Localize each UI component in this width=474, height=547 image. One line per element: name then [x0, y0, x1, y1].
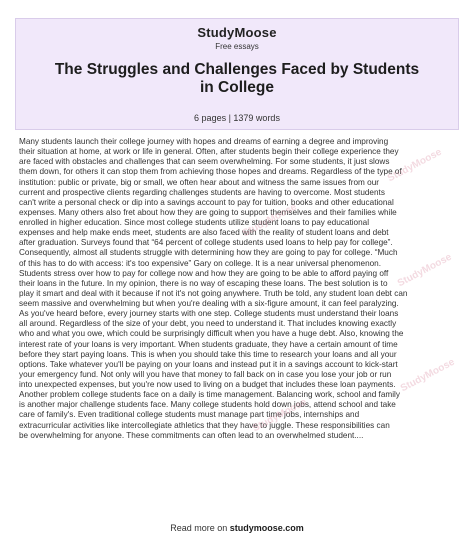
body-line: care of family's. Even traditional college students must manage part time jobs, internships and — [19, 410, 360, 420]
watermark-logo: StudyMoose — [395, 251, 454, 290]
essay-meta: 6 pages | 1379 words — [194, 113, 280, 123]
body-line: Consequently, almost all students struggle with determining how they are going to pay for college. “Much — [19, 248, 398, 258]
site-tagline: Free essays — [215, 42, 259, 51]
body-line: current and prospective clients regarding challenges students are having to overcome. Most students — [19, 187, 385, 197]
body-line: all around. Regardless of the size of your debt, you need to understand it. That includes knowing exactly — [19, 319, 397, 329]
body-line: is another major challenge students face. Many college students hold down jobs, attend school and take — [19, 400, 396, 410]
body-line: of this has to do with access: it's too expensive” Gary on college. It is a near universal phenomenon. — [19, 258, 382, 268]
body-line: their loans in the future. In my opinion, there is no way of escaping these loans. The best solution is to — [19, 278, 388, 288]
body-line: before they start paying loans. This is when you should take this time to research your loans and all your — [19, 349, 397, 359]
body-line: expenses and help make ends meet, students are also faced with the reality of student loans and debt — [19, 228, 389, 238]
body-line: enrolled in higher education. Since most college students utilize student loans to pay educational — [19, 218, 370, 227]
body-line: your emergency fund. Not only will you have that money to fall back on in case you lose your job or run — [19, 369, 392, 379]
body-line: As you've heard before, every journey starts with one step. College students must understand their loans — [19, 309, 399, 319]
read-more-link[interactable]: studymoose.com — [229, 523, 304, 533]
read-more-label: Read more on — [170, 523, 228, 533]
body-line: into unexpected expenses, but you're now used to living on a budget that includes these loan payments. — [19, 380, 396, 389]
body-line: after graduation. Surveys found that “64 percent of college students used loans to help pay for college”. — [19, 238, 393, 248]
body-line: expenses. Many others also fret about how they are going to support themselves and their families while — [19, 207, 397, 217]
site-logo[interactable]: StudyMoose — [197, 25, 277, 40]
watermark-logo: StudyMoose — [240, 201, 299, 240]
essay-title: The Struggles and Challenges Faced by Students in College — [54, 61, 420, 96]
body-line: Many students launch their college journey with hopes and dreams of earning a degree and improving — [19, 137, 389, 146]
body-line: Students stress over how to pay for college now and how they are going to be able to afford paying off — [19, 268, 389, 278]
body-line: extracurricular activities like intercollegiate athletics that they have to juggle. These responsibilities can — [19, 420, 390, 430]
body-line: can't write a personal check or dip into a savings account to pay for tuition, books and other educational — [19, 197, 394, 207]
body-line: are faced with obstacles and challenges that can seem overwhelming. For some students, it just slows — [19, 157, 390, 167]
body-line: them down, for others it can stop them from achieving those hopes and dreams. Regardless of the type of — [19, 167, 402, 177]
body-line: who and what you owe, which could be surprisingly difficult when you have a huge debt. Also, knowing the — [19, 329, 404, 339]
body-line: play it smart and deal with it because if not it's not going anywhere. Truth be told, any student loan debt can — [19, 288, 408, 298]
body-line: be overwhelming for anyone. These commitments can often lead to an overwhelmed student.... — [19, 430, 364, 440]
body-line: institution: public or private, big or small, we often hear about and witness the same issues from our — [19, 177, 379, 187]
body-line: seem massive and overwhelming but when you're dealing with a six-figure amount, it can feel paralyzing. — [19, 299, 399, 308]
body-line: their situation at home, at work or life in general. Often, after students begin their college experience they — [19, 147, 399, 157]
body-line: Another problem college students face on a daily is time management. Balancing work, school and family — [19, 390, 400, 400]
watermark-logo: StudyMoose — [250, 396, 309, 435]
watermark-logo: StudyMoose — [385, 146, 444, 185]
body-line: interest rate of your loans is very important. When students graduate, they have a certain amount of time — [19, 339, 398, 349]
body-line: options. Take whatever you'll be paying on your loans and instead put it in a savings account to kick-start — [19, 359, 398, 369]
read-more-footer — [0, 523, 474, 533]
watermark-logo: StudyMoose — [398, 356, 457, 395]
essay-body — [19, 137, 457, 441]
essay-header-card — [15, 18, 459, 130]
